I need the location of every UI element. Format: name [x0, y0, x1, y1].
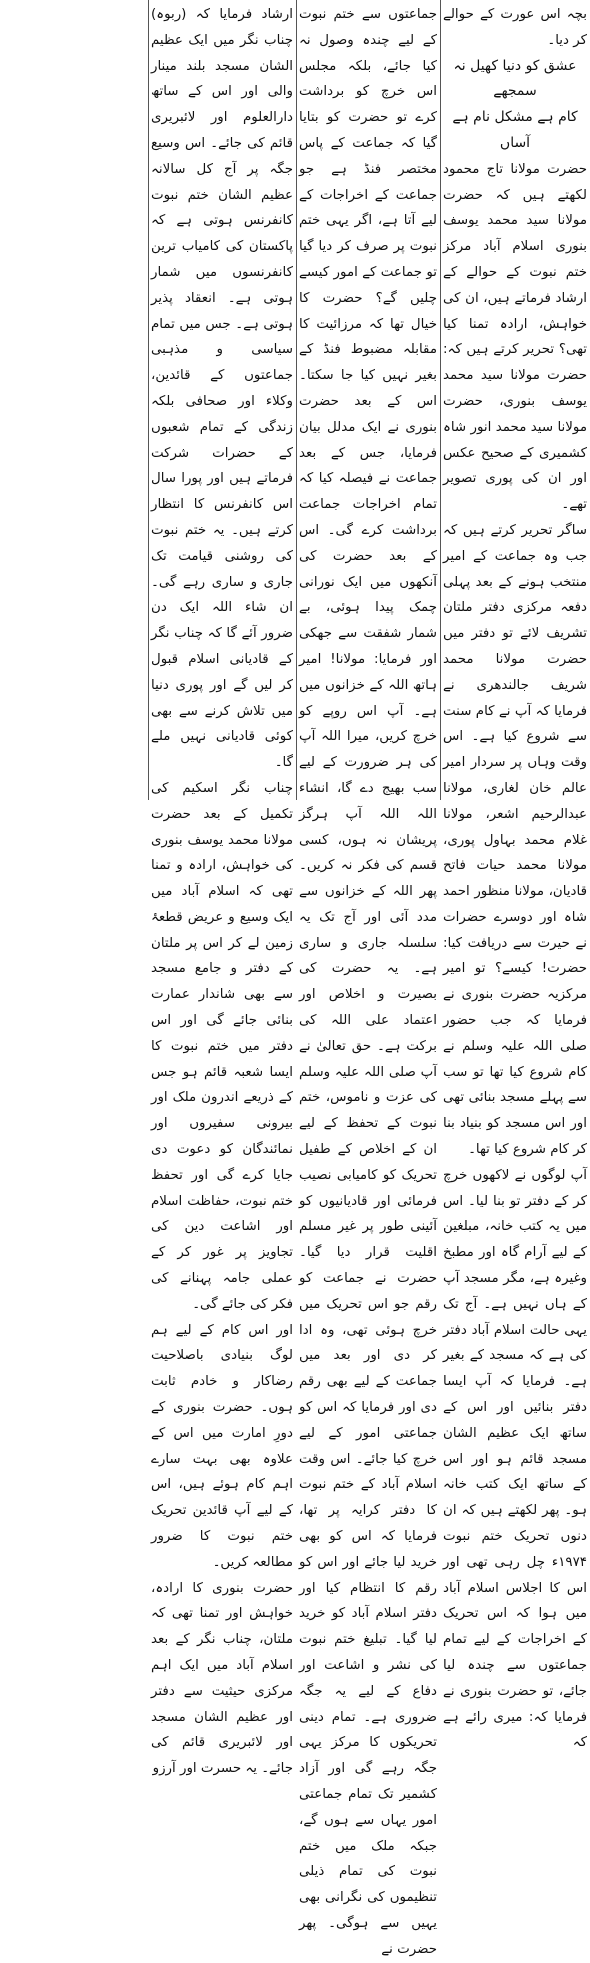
poem-line-2: کام ہے مشکل نام ہے آساں — [452, 109, 578, 151]
column-4 — [0, 0, 148, 800]
column-divider — [296, 0, 297, 800]
paragraph: حضرت مولانا تاج محمود لکھتے ہیں کہ حضرت مولانا سید محمد یوسف بنوری اسلام آباد مرکز ختم نبوت کے حوالے کے ارشاد فرماتے ہیں، ان کی خواہش، ارادہ تمنا کیا تھی؟ تحریر کرتے ہیں کہ: حضرت مولانا سید محمد یوسف بنوری، حضرت مولانا سید محمد انور شاہ کشمیری کے صحیح عکس اور ان کی پوری تصویر تھے۔ — [443, 161, 587, 513]
paragraph: بچہ اس عورت کے حوالے کر دیا۔ — [443, 7, 587, 48]
paragraph: چناب نگر اسکیم کی تکمیل کے بعد حضرت مولانا محمد یوسف بنوری کی خواہش، ارادہ و تمنا تھی کہ اسلام آباد میں ایک وسیع و عریض قطعۂ زمین لے کر اس پر ملتان کے دفتر و جامع مسجد سے بھی شاندار عمارت بنائی جائے گی اور اس دفتر میں ختم نبوت کا ایسا شعبہ قائم ہو جس کے ذریعے اندرون ملک اور بیرونی سفیروں اور نمائندگان کو دعوت دی جایا کرے گی اور تحفظ ختم نبوت، حفاظت اسلام اور اشاعت دین کی تجاویز پر غور کر کے عملی جامہ پہنانے کی فکر کی جائے گی۔ — [151, 780, 293, 1312]
column-1 — [440, 0, 590, 1751]
paragraph: اور اس کام کے لیے ہم لوگ بنیادی باصلاحیت رضاکار و خادم ثابت ہوں۔ حضرت بنوری کے دورِ امارت میں اس کے علاوہ بھی بہت سارے اہم کام ہوئے ہیں، اس کے لیے آپ قائدین تحریک ختم نبوت کا ضرور مطالعہ کریں۔ — [151, 1322, 293, 1570]
poem-line-1: عشق کو دنیا کھیل نہ سمجھے — [453, 57, 577, 100]
paragraph: آپ لوگوں نے لاکھوں خرچ کر کے دفتر تو بنا لیا۔ اس میں یہ کتب خانہ، مبلغین کے لیے آرام گاہ اور مطبخ وغیرہ ہے، مگر مسجد آپ کے ہاں نہیں ہے۔ آج تک یہی حالت اسلام آباد دفتر کی ہے کہ مسجد کے بغیر ہے۔ فرمایا کہ آپ ایسا دفتر بنائیں اور اس کے ساتھ ایک عظیم الشان مسجد قائم ہو اور اس کے ساتھ ایک کتب خانہ ہو۔ پھر لکھتے ہیں کہ ان دنوں تحریک ختم نبوت ۱۹۷۴ء چل رہی تھی اور اس کا اجلاس اسلام آباد میں ہوا کہ اس تحریک کے اخراجات کے لیے تمام جماعتوں سے چندہ لیا جائے، تو حضرت بنوری نے فرمایا کہ: میری رائے ہے کہ — [443, 1167, 587, 1751]
column-3 — [148, 0, 296, 1777]
paragraph: ارشاد فرمایا کہ (ربوہ) چناب نگر میں ایک عظیم الشان مسجد بلند مینار والی اور اس کے ساتھ دارالعلوم اور لائبریری قائم کی جائے۔ اس وسیع جگہ پر آج کل سالانہ عظیم الشان ختم نبوت کانفرنس ہوتی ہے کہ پاکستان کی کامیاب ترین کانفرنسوں میں شمار ہوتی ہے۔ انعقاد پذیر ہوتی ہے۔ جس میں تمام سیاسی و مذہبی جماعتوں کے قائدین، وکلاء اور صحافی بلکہ زندگی کے تمام شعبوں کے حضرات شرکت فرماتے ہیں اور پورا سال اس کانفرنس کا انتظار کرتے ہیں۔ یہ ختم نبوت کی روشنی قیامت تک جاری و ساری رہے گی۔ ان شاء اللہ ایک دن ضرور آئے گا کہ چناب نگر کے قادیانی اسلام قبول کر لیں گے اور پوری دنیا میں تلاش کرنے سے بھی کوئی قادیانی نہیں ملے گا۔ — [151, 7, 293, 771]
paragraph: حضرت بنوری کا ارادہ، خواہش اور تمنا تھی کہ ملتان، چناب نگر کے بعد اسلام آباد میں ایک اہم مرکزی حیثیت سے دفتر اور عظیم الشان مسجد اور لائبریری قائم کی جائے۔ یہ حسرت اور آرزو — [151, 1580, 293, 1777]
paragraph: ساگر تحریر کرتے ہیں کہ جب وہ جماعت کے امیر منتخب ہونے کے بعد پہلی دفعہ مرکزی دفتر ملتان تشریف لائے تو دفتر میں حضرت مولانا محمد شریف جالندھری نے فرمایا کہ آپ نے کام سنت سے شروع کیا ہے۔ اس وقت وہاں پر سردار امیر عالم خان لغاری، مولانا عبدالرحیم اشعر، مولانا غلام محمد بہاول پوری، مولانا محمد حیات فاتح قادیان، مولانا منظور احمد شاہ اور دوسرے حضرات نے حیرت سے دریافت کیا: حضرت! کیسے؟ تو امیر مرکزیہ حضرت بنوری نے فرمایا کہ جب حضور صلی اللہ علیہ وسلم نے کام شروع کیا تھا تو سب سے پہلے مسجد بنائی تھی اور اس مسجد کو بنیاد بنا کر کام شروع کیا تھا۔ — [443, 522, 587, 1158]
paragraph: جماعتوں سے ختم نبوت کے لیے چندہ وصول نہ کیا جائے، بلکہ مجلس اس خرچ کو برداشت کرے تو حضرت کو بتایا گیا کہ جماعت کے پاس مختصر فنڈ ہے جو جماعت کے اخراجات کے لیے آتا ہے، اگر یہی ختم نبوت پر صرف کر دیا گیا تو جماعت کے امور کیسے چلیں گے؟ حضرت کا خیال تھا کہ مرزائیت کا مقابلہ مضبوط فنڈ کے بغیر نہیں کیا جا سکتا۔ اس کے بعد حضرت بنوری نے ایک مدلل بیان فرمایا، جس کے بعد جماعت نے فیصلہ کیا کہ تمام اخراجات جماعت برداشت کرے گی۔ اس کے بعد حضرت کی آنکھوں میں ایک نورانی چمک پیدا ہوئی، بے شمار شفقت سے جھکی اور فرمایا: مولانا! امیر ہاتھ اللہ کے خزانوں میں ہے۔ آپ اس روپے کو خرچ کریں، میرا اللہ آپ کی ہر ضرورت کے لیے سب بھیج دے گا، انشاء اللہ اللہ آپ ہرگز پریشان نہ ہوں، کسی قسم کی فکر نہ کریں۔ پھر اللہ کے خزانوں سے مدد آئی اور آج تک یہ سلسلہ جاری و ساری ہے۔ یہ حضرت کی بصیرت و اخلاص اور اعتماد علی اللہ کی برکت ہے۔ حق تعالیٰ نے آپ صلی اللہ علیہ وسلم کی عزت و ناموس، ختم نبوت کے تحفظ کے لیے ان کے اخلاص کے طفیل تحریک کو کامیابی نصیب فرمائی اور قادیانیوں کو آئینی طور پر غیر مسلم اقلیت قرار دیا گیا۔ حضرت نے جماعت کو رقم جو اس تحریک میں خرچ ہوئی تھی، وہ ادا کر دی اور بعد میں جماعت کے لیے بھی رقم دی اور فرمایا کہ اس کو جماعتی امور کے لیے خرچ کیا جائے۔ اس وقت اسلام آباد کے ختم نبوت کا دفتر کرایہ پر تھا، فرمایا کہ اس کو بھی خرید لیا جائے اور اس کو رقم کا انتظام کیا اور دفتر اسلام آباد کو خرید لیا گیا۔ تبلیغ ختم نبوت کی نشر و اشاعت اور دفاع کے لیے یہ جگہ ضروری ہے۔ تمام دینی تحریکوں کا مرکز یہی جگہ رہے گی اور آزاد کشمیر تک تمام جماعتی امور یہاں سے ہوں گے، جبکہ ملک میں ختم نبوت کی تمام ذیلی تنظیموں کی نگرانی بھی یہیں سے ہوگی۔ پھر حضرت نے — [299, 7, 437, 1957]
column-2 — [296, 0, 440, 1957]
column-divider — [440, 0, 441, 800]
column-divider — [148, 0, 149, 800]
